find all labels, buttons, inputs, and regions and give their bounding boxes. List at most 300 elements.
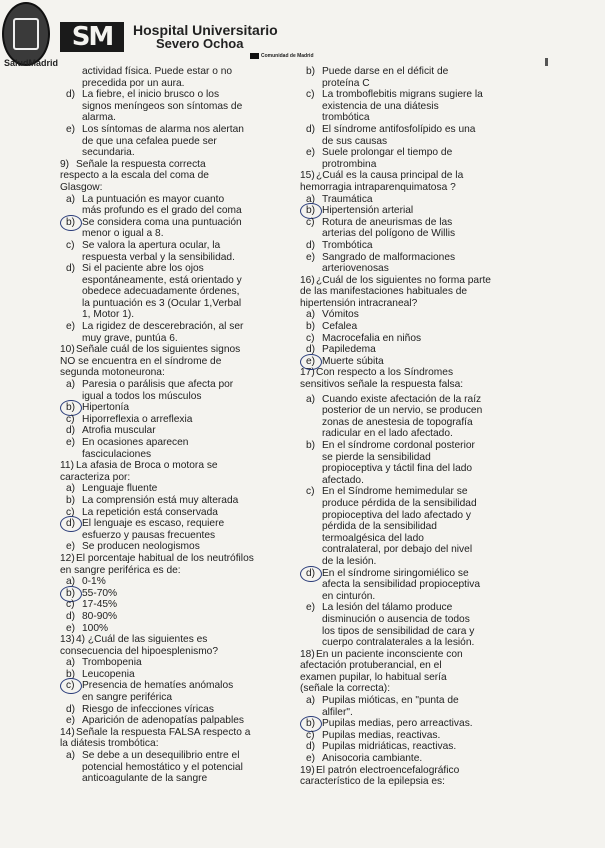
option-letter: c) <box>306 729 315 741</box>
question-number: 14) <box>60 726 75 738</box>
question-line <box>300 649 502 661</box>
answer-option <box>300 695 502 707</box>
option-text: se pierde la sensibilidad <box>322 451 431 463</box>
question-number: 13) <box>60 634 75 646</box>
option-text: En ocasiones aparecen <box>82 437 189 448</box>
option-letter: a) <box>66 576 76 588</box>
question-text-continued: segunda motoneurona: <box>60 367 165 379</box>
answer-option <box>300 309 502 321</box>
option-text: Lenguaje fluente <box>82 483 158 495</box>
option-text: 1, Motor 1). <box>82 309 135 321</box>
option-text: protrombina <box>322 158 377 170</box>
question-number: 19) <box>300 764 315 776</box>
answer-option <box>300 556 502 568</box>
option-letter: c) <box>66 680 75 692</box>
option-text: arteriovenosas <box>322 263 389 275</box>
answer-option <box>60 205 292 217</box>
answer-option <box>300 66 502 78</box>
answer-option <box>60 599 292 611</box>
option-text: Cefalea <box>322 321 358 333</box>
option-text: espontáneamente, está orientado y <box>82 274 242 286</box>
question-text: La afasia de Broca o motora se <box>76 460 218 472</box>
answer-option <box>300 452 502 464</box>
option-letter: e) <box>306 251 316 263</box>
option-text: propioceptiva y táctil fina del lado <box>322 463 473 475</box>
answer-option <box>300 463 502 475</box>
option-text: Atrofia muscular <box>82 425 156 437</box>
answer-option <box>300 741 502 753</box>
option-letter: a) <box>66 193 76 205</box>
hospital-logo-icon: SM <box>60 22 124 52</box>
question-text-continued: examen pupilar, lo habitual sería <box>300 671 447 683</box>
question-number: 15) <box>300 170 315 182</box>
option-text: afecta la sensibilidad propioceptiva <box>322 579 481 591</box>
option-text: signos meníngeos son síntomas de <box>82 100 243 112</box>
answer-option <box>60 101 292 113</box>
option-letter: e) <box>306 602 316 614</box>
option-text: Pupilas midriáticas, reactivas. <box>322 741 457 753</box>
question-line <box>300 275 502 287</box>
option-text: anticoagulante de la sangre <box>82 773 208 785</box>
answer-option-circled <box>300 356 502 368</box>
question-text: Señale cuál de los siguientes signos <box>76 344 241 356</box>
option-letter: c) <box>306 89 315 101</box>
option-text: existencia de una diátesis <box>322 100 439 112</box>
option-text: Leucopenia <box>82 668 135 680</box>
option-text: Sangrado de malformaciones <box>322 251 456 263</box>
answer-option <box>60 275 292 287</box>
option-text: Papiledema <box>322 344 376 356</box>
option-text: Puede darse en el déficit de <box>322 66 449 77</box>
question-number: 16) <box>300 274 315 286</box>
option-letter: b) <box>306 66 316 77</box>
answer-option <box>60 263 292 275</box>
question-line <box>300 765 502 777</box>
university-seal-icon <box>2 2 50 66</box>
question-text: En un paciente inconsciente con <box>316 648 463 660</box>
answer-option <box>300 101 502 113</box>
question-text: El patrón electroencefalográfico <box>316 764 460 776</box>
answer-option <box>300 394 502 406</box>
question-number: 18) <box>300 648 315 660</box>
question-text: ¿Cuál es la causa principal de la <box>316 170 464 182</box>
option-letter: b) <box>66 402 76 414</box>
option-text: Se debe a un desequilibrio entre el <box>82 750 240 762</box>
community-text: Comunidad de Madrid <box>261 53 314 59</box>
answer-option <box>300 475 502 487</box>
option-text: El síndrome antifosfolípido es una <box>322 123 476 135</box>
option-letter: d) <box>306 741 316 753</box>
answer-option-circled <box>300 568 502 580</box>
option-text: cuerpo contralaterales a la lesión. <box>322 637 475 649</box>
option-letter: b) <box>306 440 316 451</box>
option-letter: c) <box>66 599 75 611</box>
answer-option <box>300 544 502 556</box>
option-text: La fiebre, el inicio brusco o los <box>82 89 220 101</box>
answer-option <box>60 414 292 426</box>
answer-option <box>60 541 292 553</box>
option-text: Rotura de aneurismas de las <box>322 216 453 228</box>
option-text: Cuando existe afectación de la raíz <box>322 393 482 405</box>
option-text: Pupilas medias, reactivas. <box>322 729 441 741</box>
option-text: más profundo es el grado del coma <box>82 205 242 217</box>
answer-option <box>300 263 502 275</box>
option-letter: d) <box>66 518 76 530</box>
answer-option <box>300 194 502 206</box>
answer-option <box>300 533 502 545</box>
option-text: Se producen neologismos <box>82 541 200 553</box>
question-text-continued: Glasgow: <box>60 181 103 193</box>
answer-option <box>300 112 502 124</box>
question-text-continued: hipertensión intracraneal? <box>300 297 418 309</box>
answer-option <box>60 425 292 437</box>
option-letter: e) <box>66 437 76 448</box>
answer-option <box>60 449 292 461</box>
option-text: Aparición de adenopatías palpables <box>82 715 244 727</box>
hospital-header <box>0 0 605 70</box>
question-line <box>300 170 502 182</box>
answer-option <box>300 159 502 171</box>
option-text: de la lesión. <box>322 555 377 567</box>
question-text-continued: en sangre periférica es de: <box>60 564 181 576</box>
option-text: Trombótica <box>322 239 373 251</box>
option-text: Hiporreflexia o arreflexia <box>82 413 193 425</box>
option-letter: a) <box>306 393 316 405</box>
question-number: 11) <box>60 460 74 472</box>
option-text: igual a todos los músculos <box>82 390 202 402</box>
option-letter: a) <box>66 750 76 762</box>
option-letter: b) <box>66 494 76 506</box>
question-number: 10) <box>60 344 75 356</box>
option-letter: b) <box>66 216 76 228</box>
option-letter: d) <box>306 123 316 135</box>
answer-option <box>60 437 292 449</box>
answer-option <box>300 626 502 638</box>
answer-option <box>60 576 292 588</box>
option-letter: e) <box>66 321 76 333</box>
option-text: propioceptiva del lado afectado y <box>322 509 471 521</box>
answer-option <box>60 611 292 623</box>
question-text-continued: de las manifestaciones habituales de <box>300 286 468 298</box>
answer-option <box>60 623 292 635</box>
question-text-continued: hemorragia intraparenquimatosa ? <box>300 181 456 193</box>
answer-option <box>60 240 292 252</box>
option-letter: e) <box>66 715 76 727</box>
question-text: Señale la respuesta correcta <box>76 158 206 170</box>
answer-option <box>300 637 502 649</box>
option-letter: e) <box>306 355 316 367</box>
answer-option <box>300 707 502 719</box>
option-letter: d) <box>306 344 316 356</box>
answer-option <box>60 321 292 333</box>
answer-option-circled <box>60 588 292 600</box>
option-letter: d) <box>66 89 76 101</box>
option-text: Anisocoria cambiante. <box>322 753 423 765</box>
answer-option <box>300 753 502 765</box>
option-text: esfuerzo y pausas frecuentes <box>82 529 216 541</box>
option-text: de sus causas <box>322 135 388 147</box>
brand-name: SaludMadrid <box>4 58 59 68</box>
option-letter: d) <box>66 610 76 622</box>
option-text: Traumática <box>322 193 373 205</box>
option-text: 17-45% <box>82 599 118 611</box>
question-line <box>300 367 502 379</box>
option-letter: a) <box>306 309 316 321</box>
option-letter: e) <box>66 541 76 553</box>
answer-option <box>60 715 292 727</box>
option-text: Pupilas medias, pero arreactivas. <box>322 718 473 730</box>
option-text: potencial hemostático y el potencial <box>82 761 243 773</box>
answer-option <box>300 498 502 510</box>
answer-option <box>60 252 292 264</box>
option-text: La lesión del tálamo produce <box>322 602 453 614</box>
option-text: En el síndrome cordonal posterior <box>322 440 475 451</box>
left-column <box>60 66 292 785</box>
option-text: trombótica <box>322 112 370 124</box>
option-text: Los síntomas de alarma nos alertan <box>82 123 244 135</box>
option-text: fasciculaciones <box>82 448 152 460</box>
community-label <box>250 53 314 59</box>
question-text-continued: característico de la epilepsia es: <box>300 776 445 788</box>
option-text: produce pérdida de la sensibilidad <box>322 497 477 509</box>
answer-option <box>300 486 502 498</box>
option-text: Trombopenia <box>82 657 142 669</box>
answer-option <box>300 89 502 101</box>
option-letter: a) <box>306 193 316 205</box>
answer-option <box>300 124 502 136</box>
hospital-subtitle: Severo Ochoa <box>156 36 244 51</box>
option-letter: e) <box>306 147 316 159</box>
answer-option <box>300 521 502 533</box>
option-letter: e) <box>66 622 76 634</box>
question-text: Señale la respuesta FALSA respecto a <box>76 726 251 738</box>
option-text: Macrocefalia en niños <box>322 332 422 344</box>
option-letter: a) <box>66 379 76 391</box>
answer-option <box>60 391 292 403</box>
option-text: La rigidez de descerebración, al ser <box>82 321 244 333</box>
answer-option <box>300 333 502 345</box>
answer-option <box>60 530 292 542</box>
answer-option <box>300 217 502 229</box>
option-text: la puntuación es 3 (Ocular 1,Verbal <box>82 297 242 309</box>
question-line <box>60 553 292 565</box>
question-text-continued: (señale la correcta): <box>300 683 391 695</box>
option-text: 0-1% <box>82 576 106 588</box>
answer-option <box>300 510 502 522</box>
option-text: En el síndrome siringomiélico se <box>322 567 469 579</box>
option-text: disminución o ausencia de todos <box>322 613 470 625</box>
answer-option-circled <box>60 518 292 530</box>
option-text: Se valora la apertura ocular, la <box>82 239 221 251</box>
option-text: en sangre periférica <box>82 692 173 704</box>
answer-option <box>60 495 292 507</box>
option-text: posterior de un nervio, se producen <box>322 405 483 417</box>
question-text-continued: NO se encuentra en el síndrome de <box>60 355 222 367</box>
option-text: actividad física. Puede estar o no <box>82 66 233 77</box>
option-text: El lenguaje es escaso, requiere <box>82 518 225 530</box>
option-letter: c) <box>306 486 315 498</box>
option-text: La tromboflebitis migrans sugiere la <box>322 89 483 101</box>
option-text: Hipertonía <box>82 402 130 414</box>
answer-option <box>60 333 292 345</box>
question-text-continued: sensitivos señale la respuesta falsa: <box>300 379 464 391</box>
answer-option <box>300 344 502 356</box>
option-text: alfiler". <box>322 706 353 718</box>
option-text: termoalgésica del lado <box>322 532 424 544</box>
answer-option <box>300 147 502 159</box>
question-text: ¿Cuál de los siguientes no forma parte <box>316 274 491 286</box>
option-letter: d) <box>306 567 316 579</box>
answer-option <box>300 417 502 429</box>
answer-option <box>60 309 292 321</box>
answer-option <box>300 602 502 614</box>
question-line <box>60 344 292 356</box>
answer-option <box>60 136 292 148</box>
option-text: alarma. <box>82 112 116 124</box>
option-letter: b) <box>66 587 76 599</box>
option-text: contralateral, por debajo del nivel <box>322 544 473 556</box>
community-flag-icon <box>250 53 259 59</box>
option-letter: c) <box>66 239 75 251</box>
answer-option-circled <box>60 217 292 229</box>
answer-option <box>60 194 292 206</box>
option-text: de que una cefalea puede ser <box>82 135 217 147</box>
option-text: Muerte súbita <box>322 355 384 367</box>
option-text: Se considera coma una puntuación <box>82 216 242 228</box>
option-text: 55-70% <box>82 587 118 599</box>
option-letter: d) <box>306 239 316 251</box>
option-text: Riesgo de infecciones víricas <box>82 703 214 715</box>
option-text: proteína C <box>322 77 370 89</box>
question-text-continued: respecto a la escala del coma de <box>60 170 209 182</box>
option-text: 80-90% <box>82 610 118 622</box>
question-text: Con respecto a los Síndromes <box>316 367 454 379</box>
answer-option <box>60 66 292 78</box>
option-text: obedece adecuadamente órdenes, <box>82 286 240 298</box>
option-letter: c) <box>306 216 315 228</box>
answer-option <box>300 252 502 264</box>
question-line <box>60 727 292 739</box>
question-line <box>60 634 292 646</box>
option-letter: b) <box>306 718 316 730</box>
answer-option-circled <box>300 718 502 730</box>
option-text: Suele prolongar el tiempo de <box>322 147 453 159</box>
option-text: secundaria. <box>82 147 135 159</box>
answer-option <box>60 124 292 136</box>
answer-option <box>300 428 502 440</box>
option-text: Si el paciente abre los ojos <box>82 263 204 275</box>
option-text: zonas de anestesia de topografía <box>322 416 473 428</box>
question-number: 9) <box>60 158 70 170</box>
answer-option <box>300 228 502 240</box>
option-text: en cinturón. <box>322 590 376 602</box>
option-letter: a) <box>306 695 316 707</box>
option-letter: b) <box>306 321 316 333</box>
answer-option <box>300 579 502 591</box>
answer-option <box>60 692 292 704</box>
answer-option <box>60 483 292 495</box>
question-text-continued: caracteriza por: <box>60 471 131 483</box>
option-text: La repetición está conservada <box>82 506 218 518</box>
answer-option <box>300 78 502 90</box>
option-letter: d) <box>66 425 76 437</box>
option-letter: c) <box>66 506 75 518</box>
option-letter: b) <box>306 205 316 217</box>
answer-option <box>60 704 292 716</box>
answer-option <box>60 147 292 159</box>
option-text: La comprensión está muy alterada <box>82 494 239 506</box>
question-text: 4) ¿Cuál de las siguientes es <box>76 634 208 646</box>
question-text-continued: la diátesis trombótica: <box>60 738 159 750</box>
answer-option <box>60 298 292 310</box>
question-text-continued: consecuencia del hipoesplenismo? <box>60 645 219 657</box>
option-text: Hipertensión arterial <box>322 205 414 217</box>
option-letter: c) <box>306 332 315 344</box>
right-column <box>300 66 502 788</box>
option-text: Pupilas mióticas, en "punta de <box>322 695 459 707</box>
question-line <box>60 159 292 171</box>
option-letter: c) <box>66 413 75 425</box>
answer-option-circled <box>60 402 292 414</box>
answer-option-circled <box>60 680 292 692</box>
option-text: La puntuación es mayor cuanto <box>82 193 225 205</box>
question-number: 17) <box>300 367 315 379</box>
question-number: 12) <box>60 552 75 564</box>
hospital-title: Hospital Universitario <box>133 22 278 38</box>
option-text: Paresia o parálisis que afecta por <box>82 379 234 391</box>
answer-option <box>60 762 292 774</box>
option-text: En el Síndrome hemimedular se <box>322 486 468 498</box>
page-edge-mark <box>545 58 548 66</box>
option-text: muy grave, puntúa 6. <box>82 332 178 344</box>
question-text: El porcentaje habitual de los neutrófilos <box>76 552 254 564</box>
answer-option <box>60 78 292 90</box>
answer-option <box>300 405 502 417</box>
option-text: arterias del polígono de Willis <box>322 228 456 240</box>
option-text: 100% <box>82 622 109 634</box>
option-letter: a) <box>66 483 76 495</box>
option-text: Presencia de hematíes anómalos <box>82 680 234 692</box>
answer-option <box>60 286 292 298</box>
answer-option <box>300 614 502 626</box>
answer-option <box>60 657 292 669</box>
option-letter: d) <box>66 263 76 275</box>
answer-option <box>60 773 292 785</box>
option-letter: d) <box>66 703 76 715</box>
answer-option <box>60 750 292 762</box>
option-text: pérdida de la sensibilidad <box>322 521 437 533</box>
answer-option <box>60 228 292 240</box>
answer-option <box>60 669 292 681</box>
option-text: radicular en el lado afectado. <box>322 428 453 440</box>
option-letter: a) <box>66 657 76 669</box>
question-line <box>60 460 292 472</box>
answer-option <box>300 321 502 333</box>
answer-option <box>60 89 292 101</box>
answer-option <box>300 440 502 452</box>
answer-option-circled <box>300 205 502 217</box>
option-letter: e) <box>66 123 76 135</box>
option-text: los tipos de sensibilidad de cara y <box>322 625 475 637</box>
option-text: afectado. <box>322 474 364 486</box>
option-letter: e) <box>306 753 316 765</box>
option-letter: b) <box>66 668 76 680</box>
answer-option <box>60 379 292 391</box>
answer-option <box>300 591 502 603</box>
answer-option <box>60 112 292 124</box>
answer-option <box>300 240 502 252</box>
option-text: respuesta verbal y la sensibilidad. <box>82 251 235 263</box>
